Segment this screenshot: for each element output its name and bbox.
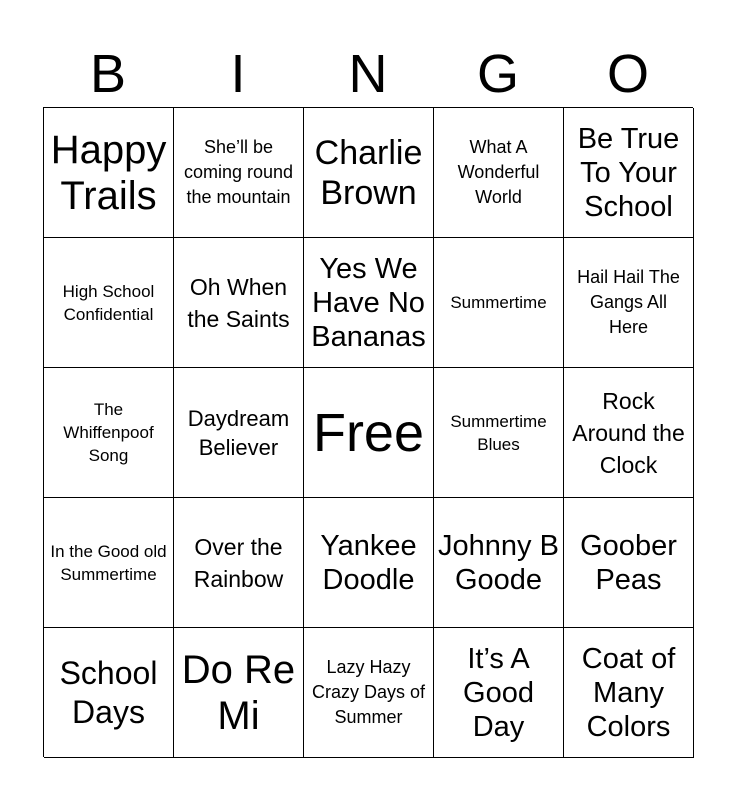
bingo-cell[interactable] [434, 108, 564, 238]
bingo-cell[interactable] [564, 368, 694, 498]
cell-text: Over the Rainbow [193, 533, 284, 592]
cell-text: Do Re Mi [181, 647, 296, 738]
bingo-cell[interactable] [564, 498, 694, 628]
header-letter-g: G [476, 44, 519, 104]
bingo-cell[interactable] [304, 238, 434, 368]
bingo-cell[interactable] [434, 368, 564, 498]
cell-text: High School Confidential [62, 281, 155, 324]
cell-text: In the Good old Summertime [50, 541, 167, 584]
cell-text: Summertime [450, 293, 547, 312]
bingo-cell[interactable] [174, 108, 304, 238]
bingo-cell[interactable] [564, 238, 694, 368]
bingo-cell[interactable] [434, 498, 564, 628]
free-space-text: Free [312, 402, 425, 463]
cell-text: Yankee Doodle [320, 529, 417, 596]
cell-text: Happy Trails [50, 127, 167, 218]
header-letter-i: I [230, 44, 246, 104]
cell-text: Coat of Many Colors [581, 642, 676, 743]
bingo-cell[interactable] [174, 628, 304, 758]
cell-text: Lazy Hazy Crazy Days of Summer [311, 657, 426, 727]
bingo-cell[interactable] [564, 108, 694, 238]
bingo-cell[interactable] [44, 628, 174, 758]
bingo-cell[interactable] [174, 498, 304, 628]
bingo-cell[interactable] [174, 368, 304, 498]
bingo-header [43, 40, 693, 108]
bingo-cell[interactable] [564, 628, 694, 758]
cell-text: Hail Hail The Gangs All Here [577, 267, 680, 337]
bingo-cell[interactable] [44, 108, 174, 238]
cell-text: Oh When the Saints [187, 273, 290, 332]
cell-text: Daydream Believer [187, 405, 290, 460]
bingo-cell[interactable] [304, 498, 434, 628]
cell-text: Rock Around the Clock [572, 387, 685, 478]
bingo-card-grid [43, 107, 693, 757]
cell-text: Charlie Brown [314, 133, 423, 212]
cell-text: What A Wonderful World [457, 137, 540, 207]
bingo-cell[interactable] [44, 368, 174, 498]
cell-text: School Days [59, 654, 158, 730]
cell-text: Summertime Blues [450, 411, 547, 454]
bingo-cell[interactable] [434, 238, 564, 368]
cell-text: Johnny B Goode [438, 529, 559, 596]
bingo-cell[interactable] [44, 238, 174, 368]
cell-text: Yes We Have No Bananas [311, 252, 426, 353]
bingo-cell[interactable] [304, 108, 434, 238]
bingo-cell[interactable] [434, 628, 564, 758]
bingo-cell[interactable] [44, 498, 174, 628]
header-letter-o: O [606, 44, 649, 104]
bingo-cell[interactable] [304, 628, 434, 758]
cell-text: The Whiffenpoof Song [63, 400, 154, 465]
bingo-cell[interactable] [174, 238, 304, 368]
header-letter-n: N [348, 44, 388, 104]
cell-text: It’s A Good Day [463, 642, 534, 743]
cell-text: Goober Peas [580, 529, 677, 596]
free-space-cell[interactable] [304, 368, 434, 498]
header-letter-b: B [89, 44, 127, 104]
cell-text: Be True To Your School [577, 122, 680, 223]
cell-text: She’ll be coming round the mountain [183, 137, 294, 207]
